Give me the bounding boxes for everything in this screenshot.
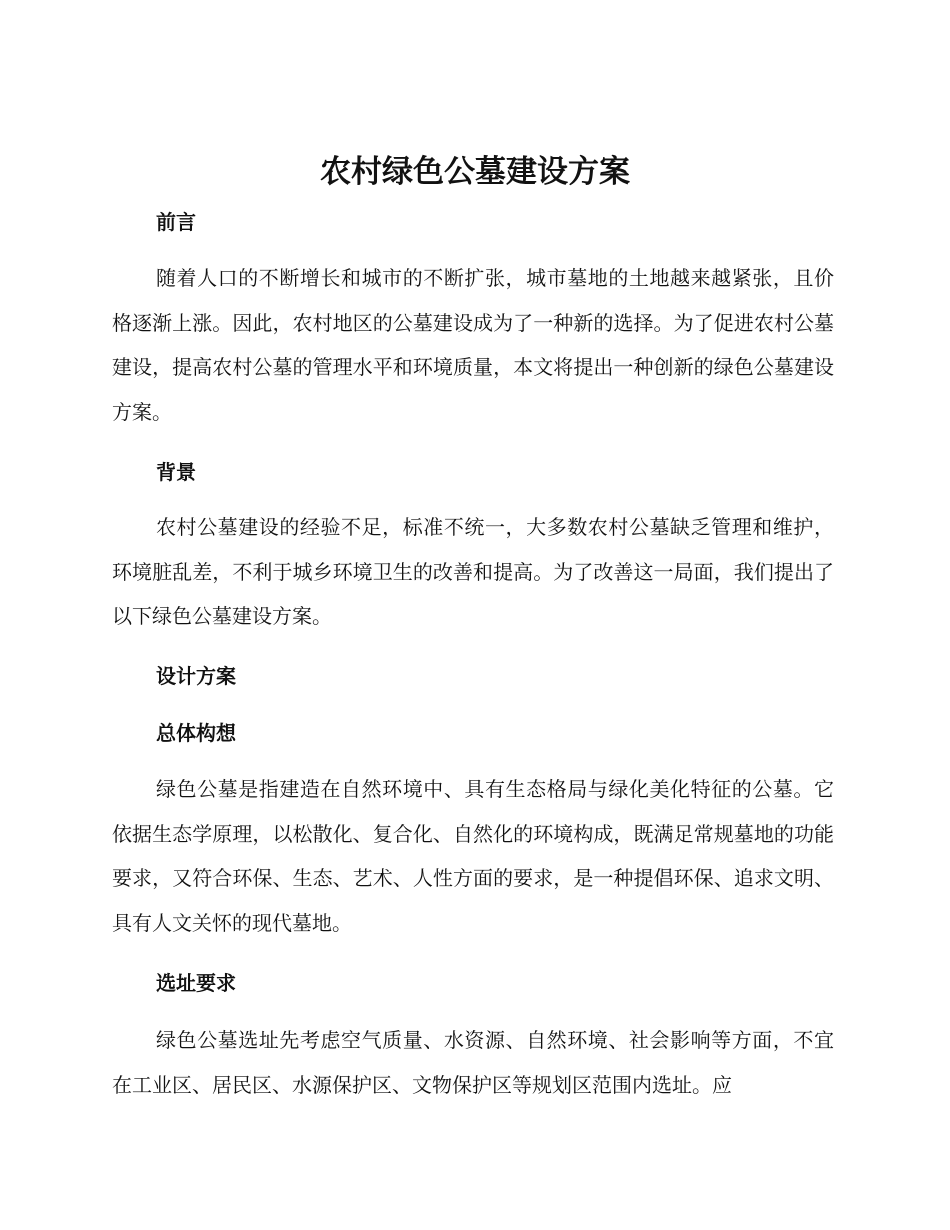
section-paragraph-site-requirements: 绿色公墓选址先考虑空气质量、水资源、自然环境、社会影响等方面，不宜在工业区、居民区、水源保护区、文物保护区等规划区范围内选址。应 [112,1028,834,1097]
section-paragraph-preface: 随着人口的不断增长和城市的不断扩张，城市墓地的土地越来越紧张，且价格逐渐上涨。因此，农村地区的公墓建设成为了一种新的选择。为了促进农村公墓建设，提高农村公墓的管理水平和环境质量，本文将提出一种创新的绿色公墓建设方案。 [112,266,834,424]
section-heading-overall-concept: 总体构想 [156,721,236,745]
section-heading-background: 背景 [156,460,196,484]
section-heading-preface: 前言 [156,210,196,234]
section-heading-design-plan: 设计方案 [156,664,236,688]
section-heading-site-requirements: 选址要求 [156,971,236,995]
section-paragraph-overall-concept: 绿色公墓是指建造在自然环境中、具有生态格局与绿化美化特征的公墓。它依据生态学原理，以松散化、复合化、自然化的环境构成，既满足常规墓地的功能要求，又符合环保、生态、艺术、人性方面的要求，是一种提倡环保、追求文明、具有人文关怀的现代墓地。 [112,777,834,935]
section-paragraph-background: 农村公墓建设的经验不足，标准不统一，大多数农村公墓缺乏管理和维护，环境脏乱差，不利于城乡环境卫生的改善和提高。为了改善这一局面，我们提出了以下绿色公墓建设方案。 [112,515,834,628]
document-title: 农村绿色公墓建设方案 [320,154,630,190]
